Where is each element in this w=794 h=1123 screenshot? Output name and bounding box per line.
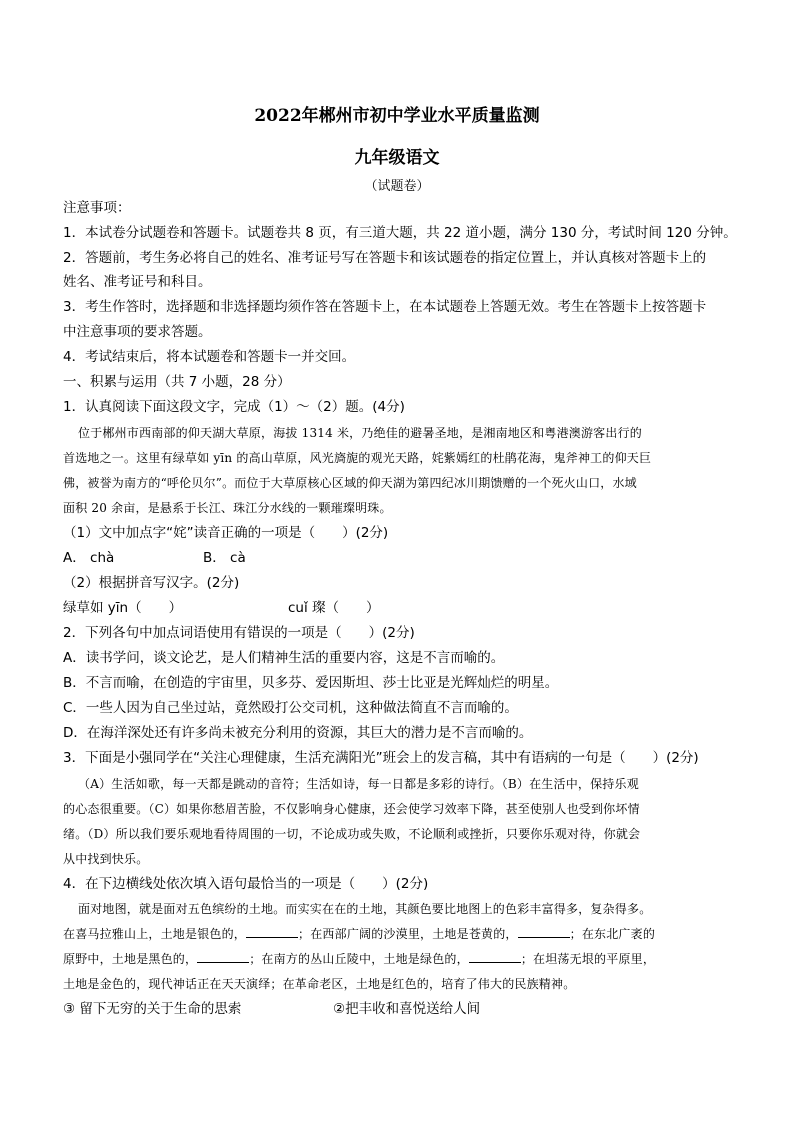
q1-fill-1: 绿草如 yīn（ ） <box>63 600 183 616</box>
q4-text: ；在东北广袤的 <box>569 927 656 941</box>
q4-text: 在喜马拉雅山上，土地是银色的， <box>63 927 247 941</box>
q3-stem: 3．下面是小强同学在“关注心理健康，生活充满阳光”班会上的发言稿，其中有语病的一句是（ ）(2分) <box>63 750 699 766</box>
q4-passage-line: 土地是金色的，现代神话正在天天演绎；在革命老区，土地是红色的，培育了伟大的民族精神。 <box>63 977 576 991</box>
answer-blank <box>469 950 521 963</box>
q2-option-b: B．不言而喻，在创造的宇宙里，贝多芬、爱因斯坦、莎士比亚是光辉灿烂的明星。 <box>63 675 559 691</box>
q1-option-b: B． cà <box>203 550 246 566</box>
q4-text: 原野中，土地是黑色的， <box>63 952 198 966</box>
exam-subtitle: 九年级语文 <box>354 148 440 168</box>
q2-stem: 2．下列各句中加点词语使用有错误的一项是（ ）(2分) <box>63 625 415 641</box>
q3-passage-line: 绪。（D）所以我们要乐观地看待周围的一切，不论成功或失败，不论顺利或挫折，只要你乐观对待，你就会 <box>63 827 641 841</box>
q4-passage-line: 面对地图，就是面对五色缤纷的土地。而实实在在的土地，其颜色要比地图上的色彩丰富得多，复杂得多。 <box>78 902 652 916</box>
q1-passage-line: 位于郴州市西南部的仰天湖大草原，海拔 1314 米，乃绝佳的避暑圣地，是湘南地区和粤港澳游客出行的 <box>78 426 642 440</box>
notice-item-4: 4．考试结束后，将本试题卷和答题卡一并交回。 <box>63 349 356 365</box>
q2-option-d: D．在海洋深处还有许多尚未被充分利用的资源，其巨大的潜力是不言而喻的。 <box>63 725 533 741</box>
q1-passage-line: 佛，被誉为南方的“呼伦贝尔”。而位于大草原核心区域的仰天湖为第四纪冰川期馈赠的一个死火山口，水域 <box>63 476 637 490</box>
q1-stem: 1．认真阅读下面这段文字，完成（1）～（2）题。(4分) <box>63 399 405 415</box>
exam-title: 2022年郴州市初中学业水平质量监测 <box>254 106 540 126</box>
q4-option-2: ②把丰收和喜悦送给人间 <box>333 1001 481 1017</box>
notice-item-3a: 3．考生作答时，选择题和非选择题均须作答在答题卡上，在本试题卷上答题无效。考生在答题卡上按答题卡 <box>63 299 707 315</box>
q2-option-a: A．读书学问，谈文论艺，是人们精神生活的重要内容，这是不言而喻的。 <box>63 650 505 666</box>
notice-item-1: 1．本试卷分试题卷和答题卡。试题卷共 8 页，有三道大题，共 22 道小题，满分 130 分，考试时间 120 分钟。 <box>63 225 737 241</box>
q2-option-c: C．一些人因为自己坐过站，竟然殴打公交司机，这种做法简直不言而喻的。 <box>63 700 518 716</box>
q4-text: ；在南方的丛山丘陵中，土地是绿色的， <box>249 952 469 966</box>
notice-item-2a: 2．答题前，考生务必将自己的姓名、准考证号写在答题卡和该试题卷的指定位置上，并认真核对答题卡上的 <box>63 250 707 266</box>
q4-stem: 4．在下边横线处依次填入语句最恰当的一项是（ ）(2分) <box>63 876 429 892</box>
q1-sub2: （2）根据拼音写汉字。(2分) <box>63 575 240 591</box>
q1-sub1: （1）文中加点字“姹”读音正确的一项是（ ）(2分) <box>63 525 389 541</box>
notice-item-3b: 中注意事项的要求答题。 <box>63 324 212 340</box>
section-heading: 一、积累与运用（共 7 小题，28 分） <box>63 374 291 390</box>
q4-passage-line <box>63 925 743 943</box>
q4-passage-line <box>63 950 743 968</box>
notice-item-2b: 姓名、准考证号和科目。 <box>63 274 212 290</box>
q3-passage-line: 的心态很重要。（C）如果你愁眉苦脸，不仅影响身心健康，还会使学习效率下降，甚至使别人也受到你坏情 <box>63 802 640 816</box>
q4-text: ；在坦荡无垠的平原里， <box>520 952 656 966</box>
exam-note: （试题卷） <box>364 179 430 194</box>
q3-passage-line: 从中找到快乐。 <box>63 852 149 866</box>
q1-passage-line: 面积 20 余亩，是悬系于长江、珠江分水线的一颗璀璨明珠。 <box>63 501 392 515</box>
answer-blank <box>246 925 298 938</box>
q1-passage-line: 首选地之一。这里有绿草如 yīn 的高山草原，风光旖旎的观光天路，姹紫嫣红的杜鹃花海，鬼斧神工的仰天巨 <box>63 451 652 465</box>
notice-heading: 注意事项： <box>63 200 131 216</box>
answer-blank <box>197 950 249 963</box>
q4-text: ；在西部广阔的沙漠里，土地是苍黄的， <box>298 927 518 941</box>
q1-fill-2: cuǐ 璨（ ） <box>288 600 380 616</box>
answer-blank <box>518 925 570 938</box>
q4-option-1: ③ 留下无穷的关于生命的思索 <box>63 1001 242 1017</box>
q3-passage-line: （A）生活如歌，每一天都是跳动的音符；生活如诗，每一日都是多彩的诗行。（B）在生活中，保持乐观 <box>78 777 639 791</box>
q1-option-a: A． chà <box>63 550 115 566</box>
